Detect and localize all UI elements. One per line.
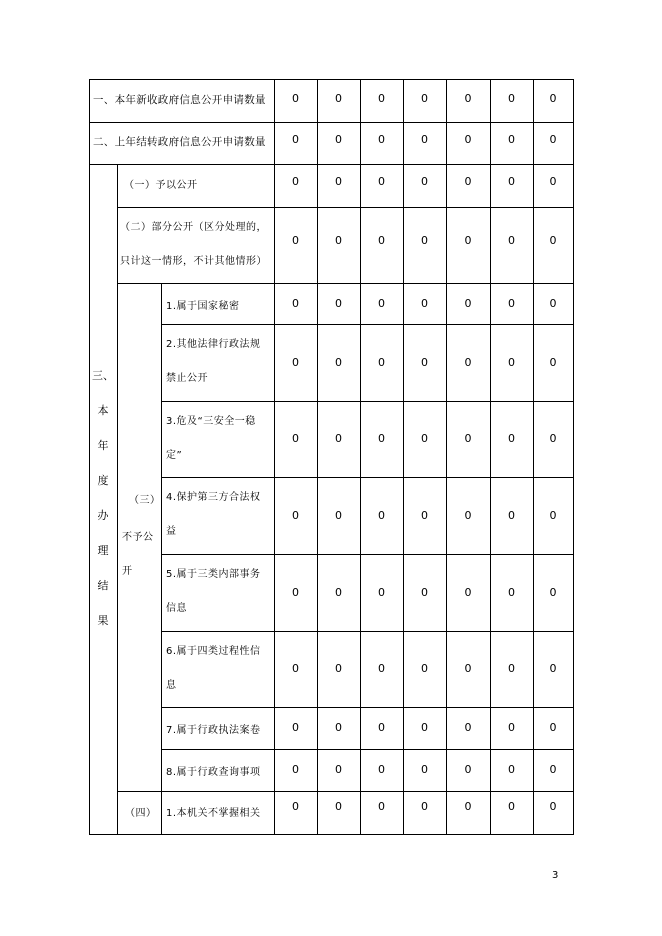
v-line (117, 164, 118, 834)
value-cell: 0 (292, 662, 299, 675)
value-cell: 0 (378, 92, 385, 105)
v-line (161, 283, 162, 834)
value-cell: 0 (464, 585, 472, 599)
value-cell: 0 (549, 508, 557, 522)
h-line (161, 324, 574, 325)
item-label-2-line2: 禁止公开 (166, 373, 208, 384)
h-line (117, 791, 574, 792)
sub-label-section-four: （四） (125, 808, 157, 819)
value-cell: 0 (335, 175, 342, 188)
value-cell: 0 (508, 234, 515, 247)
h-line (117, 283, 574, 284)
value-cell: 0 (508, 662, 515, 675)
value-cell: 0 (292, 508, 299, 522)
value-cell: 0 (378, 585, 385, 599)
value-cell: 0 (335, 296, 342, 310)
table-right-border (573, 79, 574, 834)
row-label-full-disclosure: （一）予以公开 (124, 180, 198, 191)
value-cell: 0 (378, 508, 385, 522)
value-cell: 0 (335, 133, 342, 146)
value-cell: 0 (508, 585, 515, 599)
value-cell: 0 (508, 800, 515, 813)
value-cell: 0 (335, 585, 342, 599)
value-cell: 0 (378, 296, 385, 310)
v-line (533, 79, 534, 834)
value-cell: 0 (292, 432, 299, 445)
value-cell: 0 (292, 133, 299, 146)
v-line (360, 79, 361, 834)
value-cell: 0 (421, 508, 428, 522)
value-cell: 0 (508, 508, 515, 522)
value-cell: 0 (508, 92, 515, 105)
item-label-8: 8.属于行政查询事项 (166, 767, 261, 778)
value-cell: 0 (508, 175, 515, 188)
value-cell: 0 (464, 763, 472, 776)
table-bottom-border (89, 834, 574, 835)
value-cell: 0 (549, 585, 557, 599)
value-cell: 0 (508, 296, 515, 310)
v-line (403, 79, 404, 834)
value-cell: 0 (335, 721, 342, 734)
sub-label-not-disclosed-line2: 不予公 (122, 532, 154, 543)
value-cell: 0 (421, 92, 428, 105)
group-label-char: 度 (97, 474, 109, 487)
row-label-new-applications: 一、本年新收政府信息公开申请数量 (93, 94, 266, 106)
group-label-char: 办 (97, 509, 109, 522)
value-cell: 0 (292, 800, 299, 813)
item-label-6-line1: 6.属于四类过程性信 (166, 646, 261, 657)
value-cell: 0 (508, 133, 515, 146)
value-cell: 0 (549, 721, 557, 734)
table-top-border (89, 79, 574, 80)
value-cell: 0 (335, 800, 342, 813)
value-cell: 0 (378, 763, 385, 776)
value-cell: 0 (335, 92, 342, 105)
value-cell: 0 (464, 296, 472, 310)
value-cell: 0 (464, 721, 472, 734)
value-cell: 0 (549, 175, 557, 188)
sub-label-not-disclosed-line3: 开 (122, 566, 133, 577)
v-line (446, 79, 447, 834)
value-cell: 0 (292, 721, 299, 734)
value-cell: 0 (292, 92, 299, 105)
group-label-char: 三、 (92, 369, 114, 382)
value-cell: 0 (335, 355, 342, 369)
value-cell: 0 (335, 234, 342, 247)
value-cell: 0 (421, 662, 428, 675)
item-label-3-line1: 3.危及“三安全一稳 (166, 416, 256, 427)
value-cell: 0 (335, 763, 342, 776)
value-cell: 0 (421, 133, 428, 146)
value-cell: 0 (378, 175, 385, 188)
value-cell: 0 (464, 133, 472, 146)
value-cell: 0 (464, 175, 472, 188)
group-label-char: 结 (97, 579, 109, 592)
value-cell: 0 (508, 432, 515, 445)
item-label-2-line1: 2.其他法律行政法规 (166, 339, 261, 350)
group-label-processing-results (92, 366, 114, 646)
h-line (89, 164, 574, 165)
table-left-border (89, 79, 90, 834)
h-line (161, 401, 574, 402)
item-label-4-line1: 4.保护第三方合法权 (166, 492, 261, 503)
h-line (89, 122, 574, 123)
value-cell: 0 (549, 800, 557, 813)
value-cell: 0 (464, 355, 472, 369)
value-cell: 0 (549, 92, 557, 105)
value-cell: 0 (549, 234, 557, 247)
row-label-partial-disclosure-line2: 只计这一情形，不计其他情形） (120, 256, 267, 267)
value-cell: 0 (464, 662, 472, 675)
group-label-char: 本 (97, 404, 109, 417)
value-cell: 0 (292, 234, 299, 247)
value-cell: 0 (464, 800, 472, 813)
value-cell: 0 (549, 355, 557, 369)
h-line (161, 554, 574, 555)
disclosure-statistics-table (89, 79, 573, 834)
sub-label-not-disclosed-line1: （三） (129, 495, 161, 506)
item-label-4-line2: 益 (166, 526, 177, 537)
value-cell: 0 (549, 296, 557, 310)
item-label-7: 7.属于行政执法案卷 (166, 725, 261, 736)
row-label-partial-disclosure-line1: （二）部分公开（区分处理的， (120, 222, 267, 233)
value-cell: 0 (421, 585, 428, 599)
value-cell: 0 (378, 662, 385, 675)
value-cell: 0 (378, 234, 385, 247)
value-cell: 0 (508, 355, 515, 369)
item-label-3-line2: 定” (166, 450, 183, 461)
group-label-char: 果 (97, 614, 109, 627)
value-cell: 0 (292, 175, 299, 188)
value-cell: 0 (335, 662, 342, 675)
page-number: 3 (552, 870, 559, 881)
item-label-1: 1.属于国家秘密 (166, 300, 240, 312)
v-line (317, 79, 318, 834)
value-cell: 0 (421, 763, 428, 776)
v-line (490, 79, 491, 834)
value-cell: 0 (292, 296, 299, 310)
value-cell: 0 (421, 721, 428, 734)
value-cell: 0 (549, 662, 557, 675)
value-cell: 0 (292, 355, 299, 369)
value-cell: 0 (464, 234, 472, 247)
value-cell: 0 (464, 508, 472, 522)
value-cell: 0 (378, 133, 385, 146)
item-label-5-line1: 5.属于三类内部事务 (166, 569, 261, 580)
value-cell: 0 (335, 432, 342, 445)
group-label-char: 理 (97, 544, 109, 557)
value-cell: 0 (508, 763, 515, 776)
row-label-carryover-applications: 二、上年结转政府信息公开申请数量 (93, 136, 266, 148)
value-cell: 0 (421, 175, 428, 188)
value-cell: 0 (549, 763, 557, 776)
value-cell: 0 (549, 432, 557, 445)
value-cell: 0 (421, 800, 428, 813)
h-line (161, 631, 574, 632)
h-line (117, 207, 574, 208)
v-line (274, 79, 275, 834)
value-cell: 0 (378, 355, 385, 369)
value-cell: 0 (464, 432, 472, 445)
value-cell: 0 (378, 800, 385, 813)
value-cell: 0 (508, 721, 515, 734)
value-cell: 0 (421, 296, 428, 310)
h-line (161, 749, 574, 750)
h-line (161, 477, 574, 478)
item-label-5-line2: 信息 (166, 603, 187, 614)
value-cell: 0 (464, 92, 472, 105)
h-line (161, 707, 574, 708)
value-cell: 0 (335, 508, 342, 522)
value-cell: 0 (421, 355, 428, 369)
value-cell: 0 (378, 721, 385, 734)
value-cell: 0 (292, 585, 299, 599)
value-cell: 0 (378, 432, 385, 445)
value-cell: 0 (549, 133, 557, 146)
value-cell: 0 (421, 432, 428, 445)
group-label-char: 年 (97, 439, 109, 452)
value-cell: 0 (421, 234, 428, 247)
item-label-not-held: 1.本机关不掌握相关 (166, 808, 261, 819)
value-cell: 0 (292, 763, 299, 776)
item-label-6-line2: 息 (166, 680, 177, 691)
